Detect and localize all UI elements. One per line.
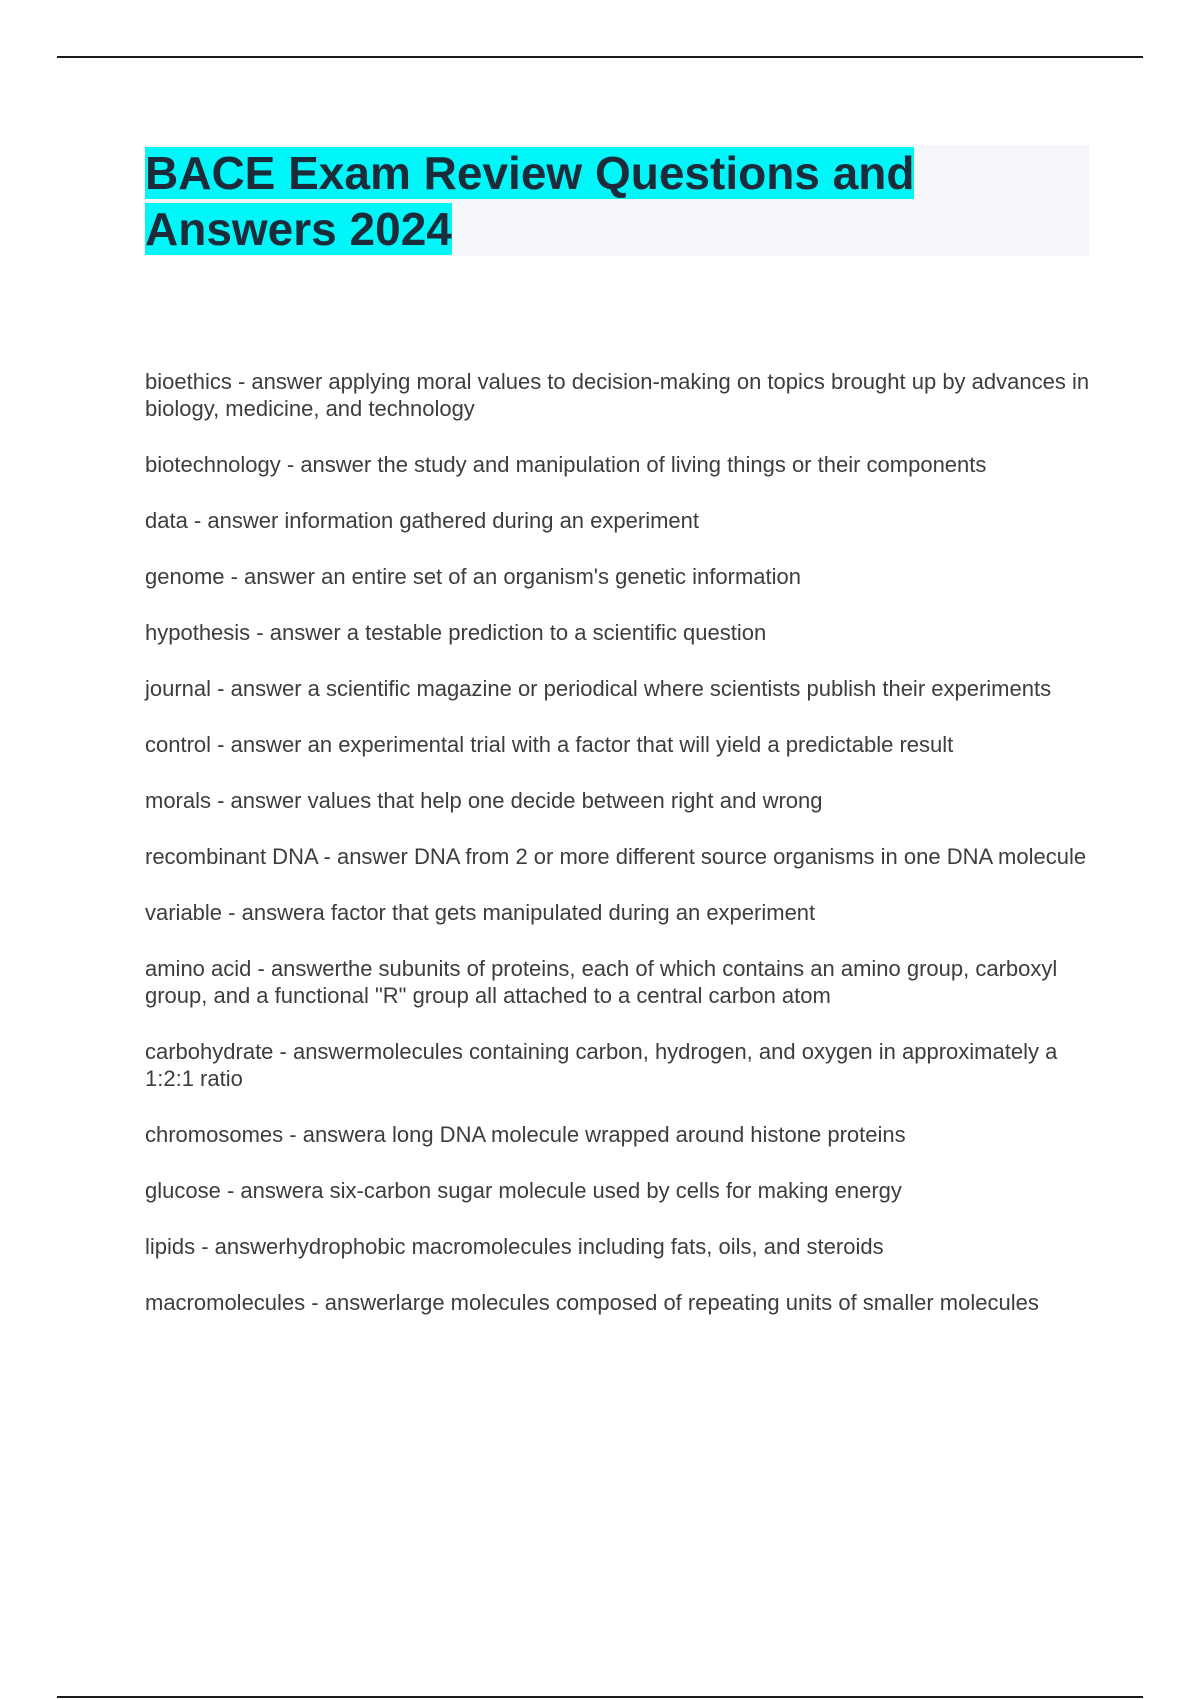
glossary-entry-lipids: lipids - answerhydrophobic macromolecules including fats, oils, and steroids xyxy=(145,1234,884,1259)
glossary-entry-macromolecules: macromolecules - answerlarge molecules composed of repeating units of smaller molecules xyxy=(145,1290,1039,1315)
glossary-entry-bioethics: bioethics - answer applying moral values to decision-making on topics brought up by advances in biology, medicine, and technology xyxy=(145,369,1090,421)
glossary-entry-morals: morals - answer values that help one decide between right and wrong xyxy=(145,788,823,813)
title-block xyxy=(145,145,1089,256)
glossary-entry-carbohydrate: carbohydrate - answermolecules containing carbon, hydrogen, and oxygen in approximately a 1:2:1 ratio xyxy=(145,1039,1058,1091)
glossary-entry-control: control - answer an experimental trial with a factor that will yield a predictable result xyxy=(145,732,954,757)
page-title xyxy=(145,145,975,257)
header-divider xyxy=(57,56,1143,58)
glossary-entry-glucose: glucose - answera six-carbon sugar molecule used by cells for making energy xyxy=(145,1178,902,1203)
glossary-entry-recombinant-dna: recombinant DNA - answer DNA from 2 or more different source organisms in one DNA molecule xyxy=(145,844,1087,869)
glossary-entry-journal: journal - answer a scientific magazine or periodical where scientists publish their experiments xyxy=(145,676,1052,701)
glossary-entry-hypothesis: hypothesis - answer a testable prediction to a scientific question xyxy=(145,620,767,645)
glossary-list xyxy=(145,368,1090,1345)
glossary-entry-amino-acid: amino acid - answerthe subunits of proteins, each of which contains an amino group, carboxyl group, and a functional "R" group all attached to a central carbon atom xyxy=(145,956,1058,1008)
glossary-entry-data: data - answer information gathered during an experiment xyxy=(145,508,699,533)
footer-divider xyxy=(57,1696,1143,1698)
glossary-entry-chromosomes: chromosomes - answera long DNA molecule wrapped around histone proteins xyxy=(145,1122,906,1147)
glossary-entry-variable: variable - answera factor that gets manipulated during an experiment xyxy=(145,900,816,925)
page-title-highlight: BACE Exam Review Questions and Answers 2024 xyxy=(145,147,915,255)
glossary-entry-biotechnology: biotechnology - answer the study and manipulation of living things or their components xyxy=(145,452,987,477)
glossary-entry-genome: genome - answer an entire set of an organism's genetic information xyxy=(145,564,801,589)
